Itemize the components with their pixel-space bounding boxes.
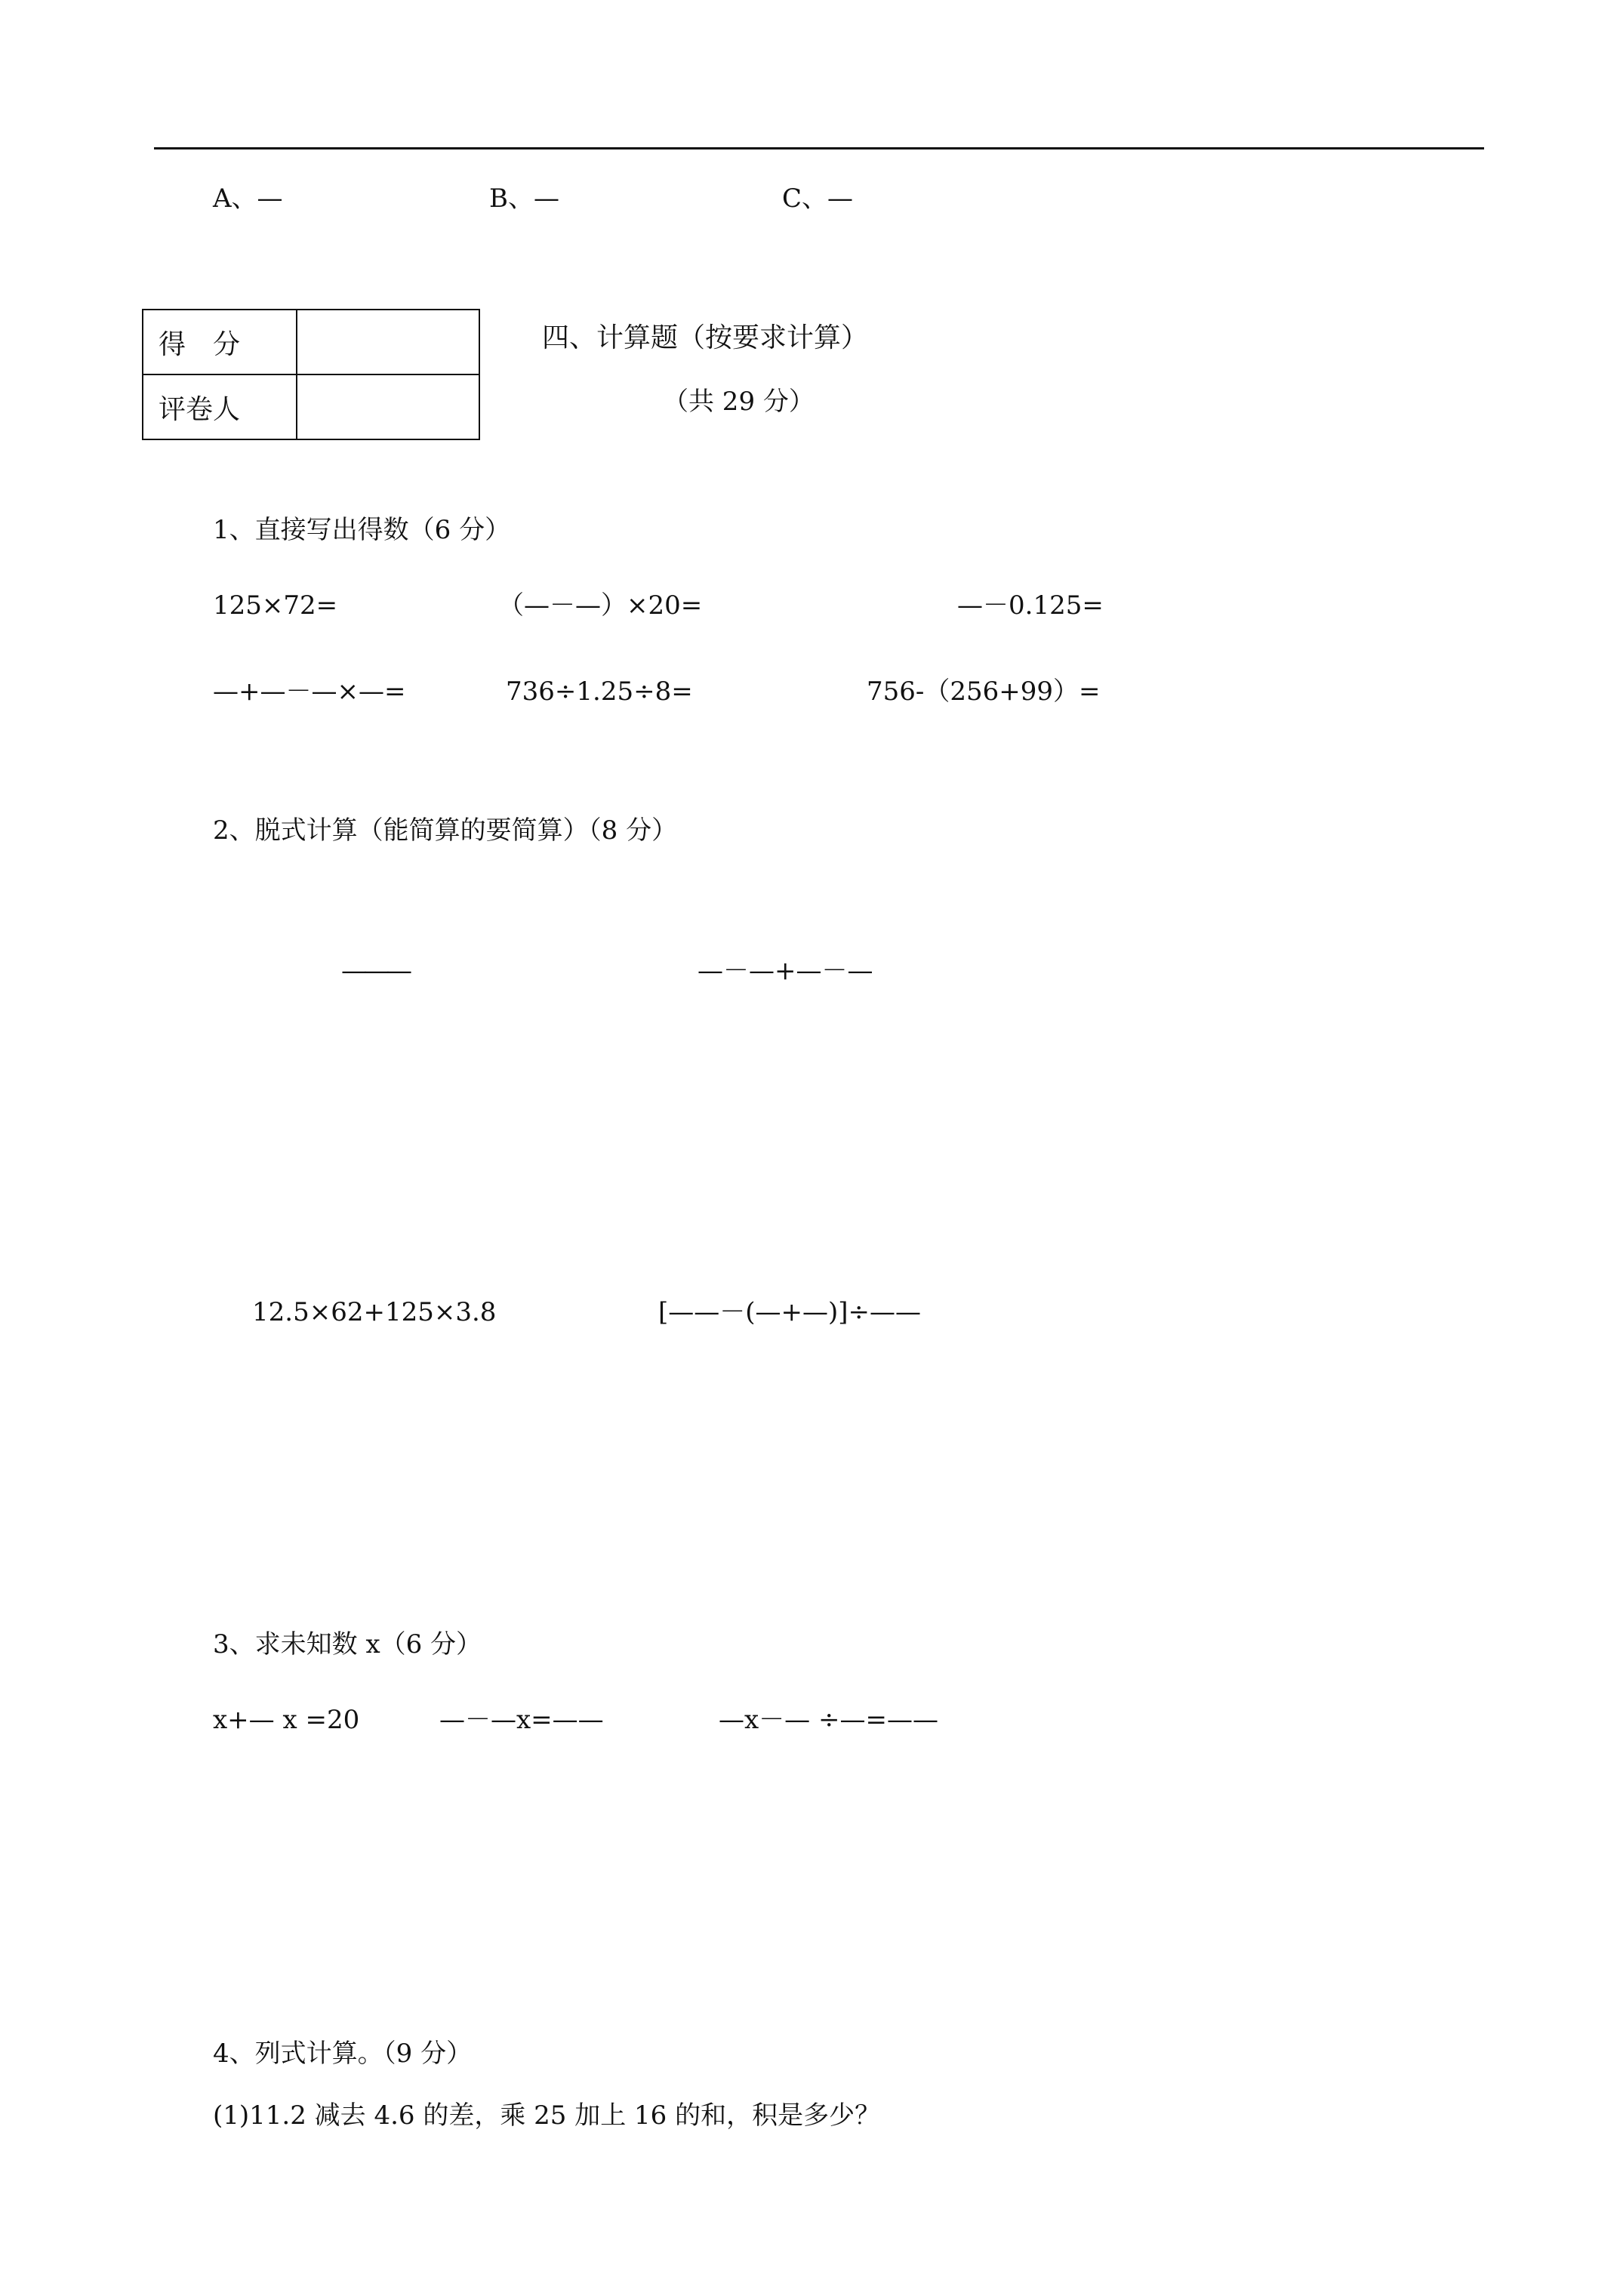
q3-item-3: —x－— ÷—=—— (719, 1705, 938, 1735)
section-title: 四、计算题（按要求计算） (542, 322, 869, 353)
q1-item-4: —+—－—×—= (213, 676, 406, 707)
top-rule (154, 147, 1484, 149)
grader-field (297, 374, 479, 439)
q1-item-3: —－0.125= (957, 590, 1104, 621)
q3-heading: 3、求未知数 x（6 分） (213, 1629, 482, 1660)
q1-heading: 1、直接写出得数（6 分） (213, 515, 511, 545)
score-field (297, 310, 479, 374)
q2-heading: 2、脱式计算（能简算的要简算）（8 分） (213, 815, 678, 846)
q3-item-1: x+— x =20 (213, 1705, 360, 1735)
q1-item-2: （—－—）×20= (498, 590, 703, 621)
q1-item-5: 736÷1.25÷8= (506, 676, 693, 707)
q2-item-1: ——— (341, 956, 409, 986)
q2-item-2: —－—+—－— (698, 956, 873, 986)
q3-item-2: —－—x=—— (439, 1705, 604, 1735)
q2-item-3: 12.5×62+125×3.8 (252, 1297, 497, 1327)
q4-item-1: (1)11.2 减去 4.6 的差，乘 25 加上 16 的和，积是多少？ (213, 2100, 881, 2131)
q4-heading: 4、列式计算。（9 分） (213, 2039, 473, 2069)
option-a: A、— (213, 183, 283, 214)
option-c: C、— (782, 183, 854, 214)
option-b: B、— (489, 183, 559, 214)
score-label: 得 分 (143, 310, 297, 374)
section-points: （共 29 分） (663, 387, 815, 417)
q1-item-6: 756-（256+99）= (867, 676, 1101, 707)
grader-label: 评卷人 (143, 374, 297, 439)
q1-item-1: 125×72= (213, 590, 338, 621)
score-table (142, 309, 480, 440)
q2-item-4: [——－(—+—)]÷—— (658, 1297, 922, 1327)
